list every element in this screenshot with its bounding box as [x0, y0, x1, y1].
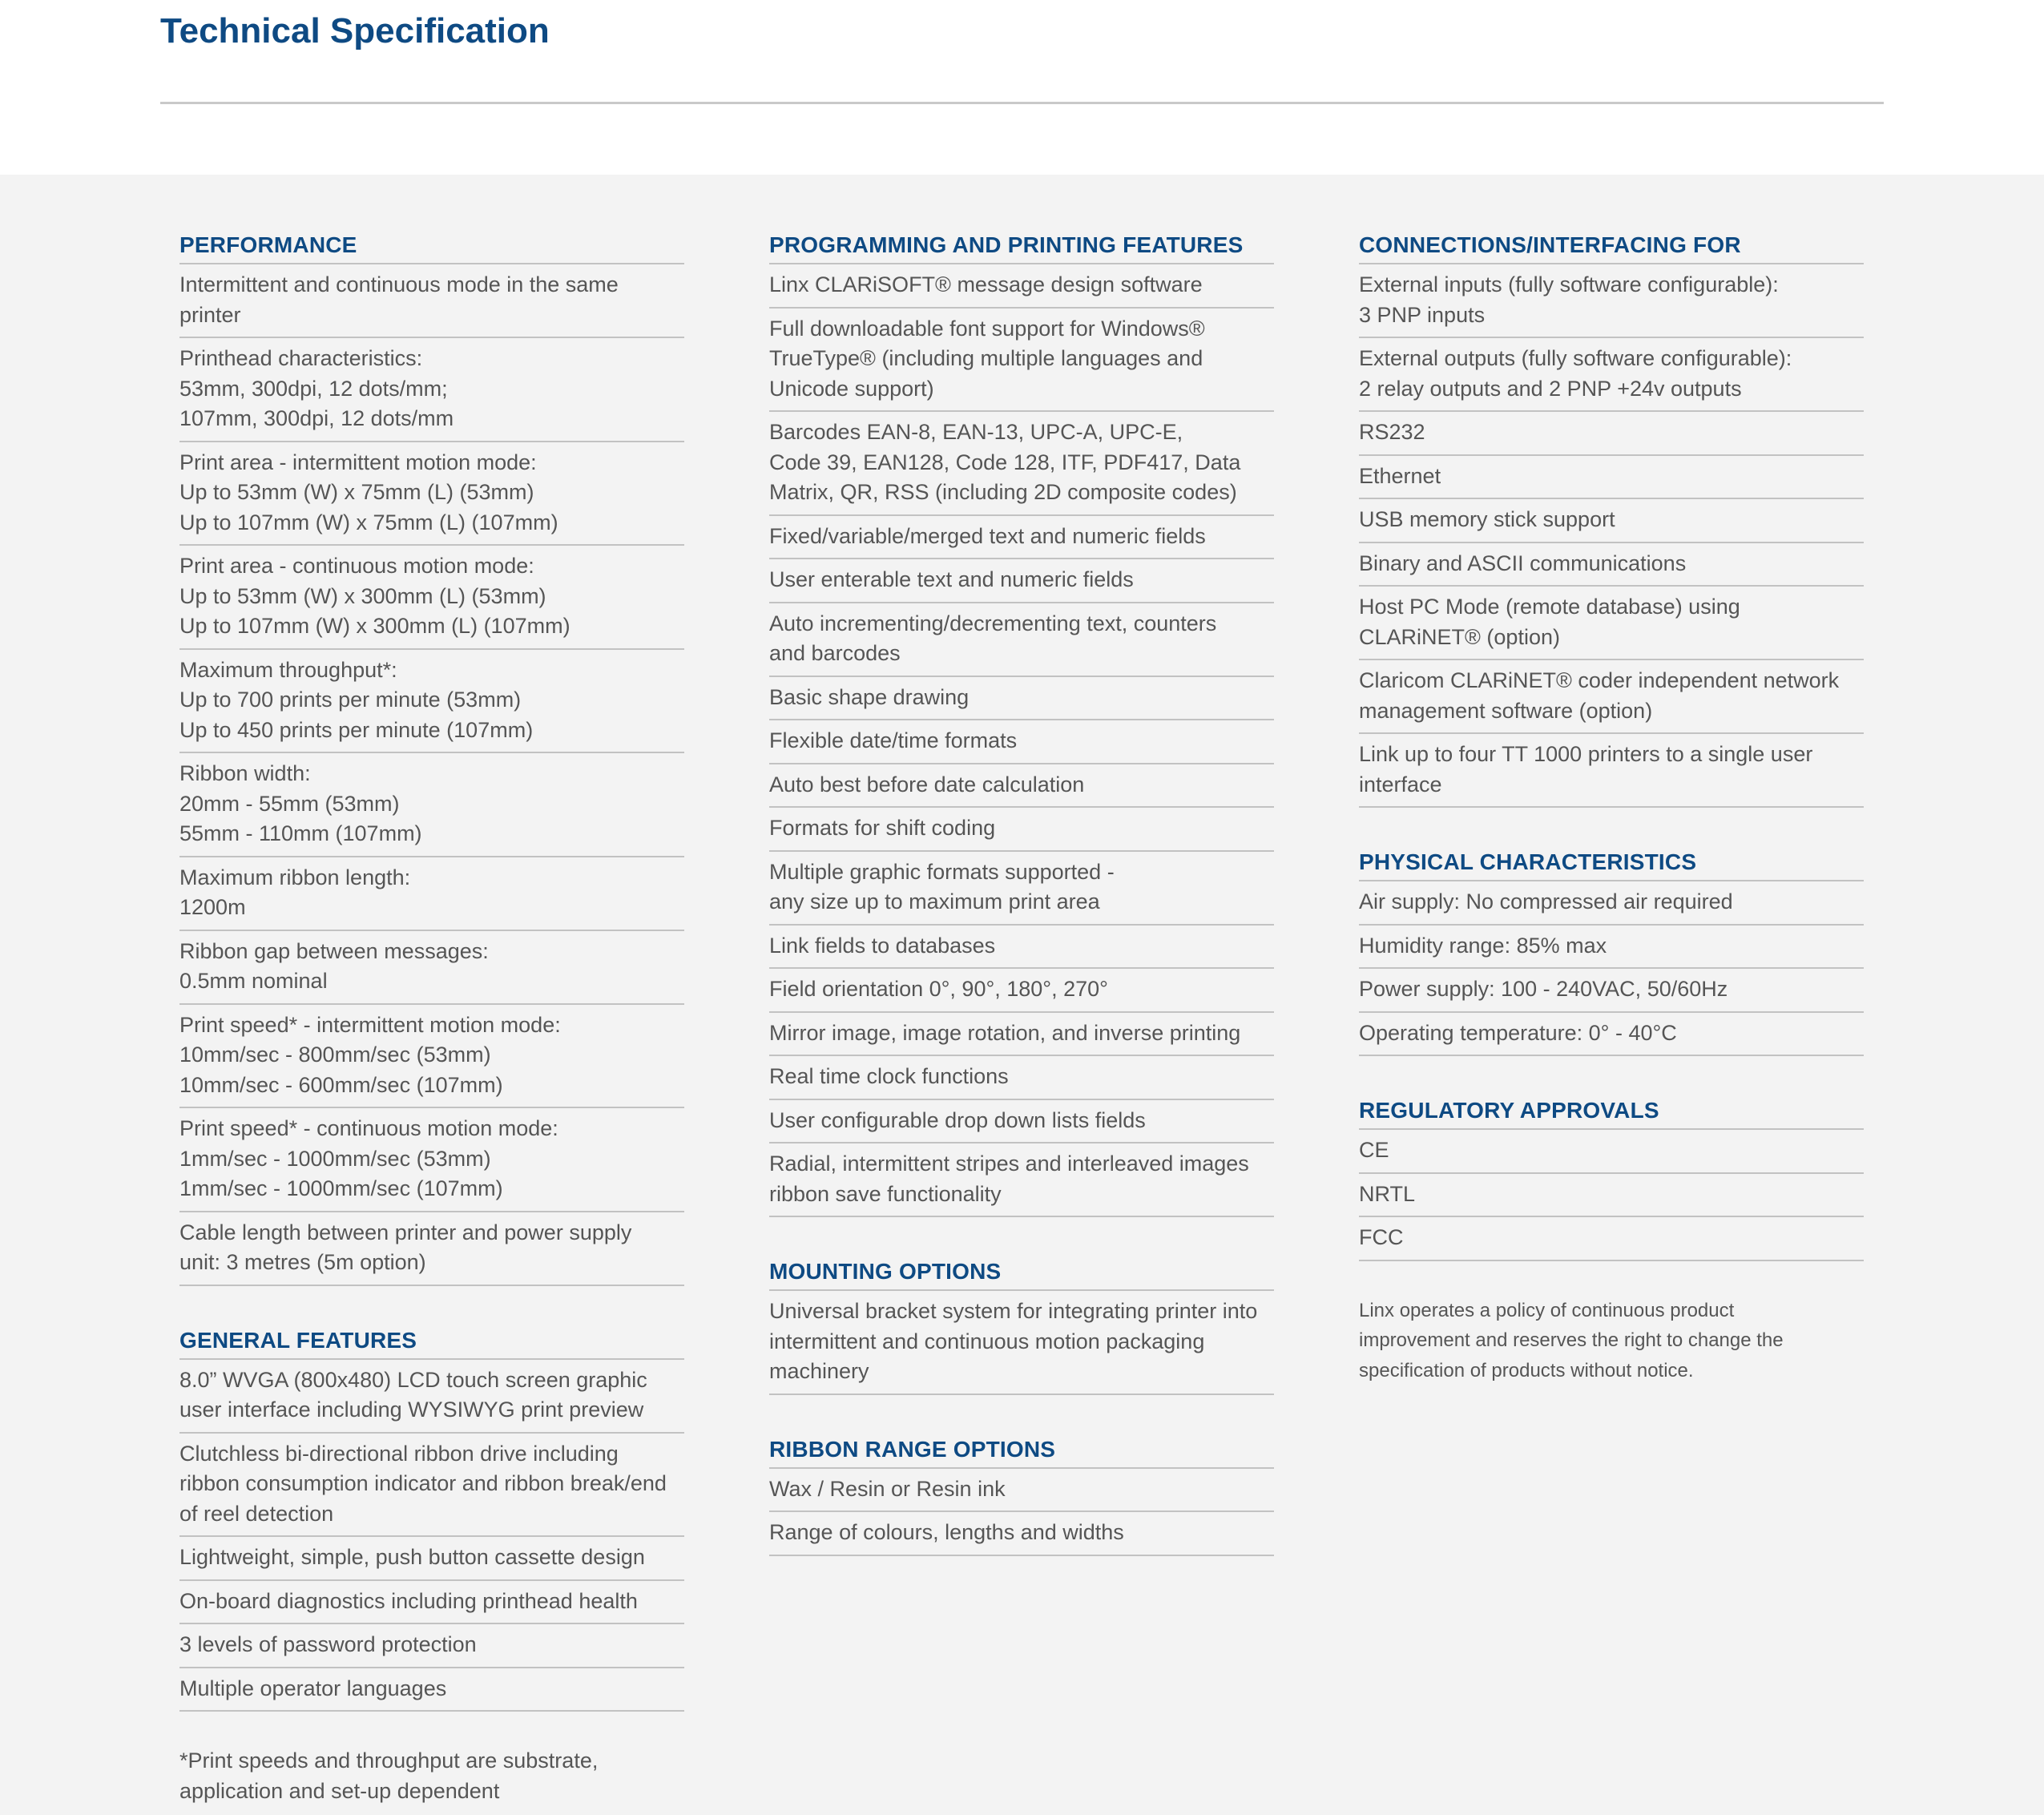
spec-item: Fixed/variable/merged text and numeric fields — [769, 516, 1274, 560]
spec-item: Formats for shift coding — [769, 808, 1274, 852]
spec-item: Flexible date/time formats — [769, 720, 1274, 764]
spec-item: Intermittent and continuous mode in the same printer — [179, 264, 684, 338]
spec-item: Multiple graphic formats supported - any size up to maximum print area — [769, 852, 1274, 926]
spec-item: Print area - continuous motion mode: Up to 53mm (W) x 300mm (L) (53mm) Up to 107mm (W) x 300mm (L) (107mm) — [179, 546, 684, 650]
spec-item: Maximum throughput*: Up to 700 prints per minute (53mm) Up to 450 prints per minute (107mm) — [179, 650, 684, 754]
spec-item: Operating temperature: 0° - 40°C — [1359, 1013, 1864, 1057]
spec-item: Multiple operator languages — [179, 1668, 684, 1712]
spec-item: Air supply: No compressed air required — [1359, 881, 1864, 926]
footnote: *Print speeds and throughput are substrate, application and set-up dependent — [179, 1748, 599, 1803]
spec-item: Range of colours, lengths and widths — [769, 1512, 1274, 1556]
section-performance — [179, 230, 684, 1286]
page-header — [0, 0, 2044, 175]
spec-item: Real time clock functions — [769, 1056, 1274, 1100]
spec-item: Maximum ribbon length: 1200m — [179, 857, 684, 931]
spec-item: Wax / Resin or Resin ink — [769, 1469, 1274, 1513]
spec-item: Clutchless bi-directional ribbon drive including ribbon consumption indicator and ribbon break/end of reel detection — [179, 1434, 684, 1538]
section-title: RIBBON RANGE OPTIONS — [769, 1434, 1274, 1469]
section-title: REGULATORY APPROVALS — [1359, 1095, 1864, 1130]
spec-item: Print speed* - continuous motion mode: 1mm/sec - 1000mm/sec (53mm) 1mm/sec - 1000mm/sec (107mm) — [179, 1108, 684, 1212]
section-ribbon-range-options — [769, 1434, 1274, 1556]
section-title: PROGRAMMING AND PRINTING FEATURES — [769, 230, 1274, 264]
spec-item: Mirror image, image rotation, and inverse printing — [769, 1013, 1274, 1057]
section-connections-interfacing — [1359, 230, 1864, 808]
spec-item: Lightweight, simple, push button cassette design — [179, 1537, 684, 1581]
spec-item: Power supply: 100 - 240VAC, 50/60Hz — [1359, 969, 1864, 1013]
spec-item: Ethernet — [1359, 456, 1864, 500]
section-physical-characteristics — [1359, 847, 1864, 1056]
spec-item: NRTL — [1359, 1174, 1864, 1218]
section-title: PHYSICAL CHARACTERISTICS — [1359, 847, 1864, 881]
spec-item: RS232 — [1359, 412, 1864, 456]
spec-item: 8.0” WVGA (800x480) LCD touch screen graphic user interface including WYSIWYG print preview — [179, 1360, 684, 1434]
section-regulatory-approvals — [1359, 1095, 1864, 1261]
spec-item: Ribbon width: 20mm - 55mm (53mm) 55mm - 110mm (107mm) — [179, 753, 684, 857]
spec-item: User configurable drop down lists fields — [769, 1100, 1274, 1144]
spec-item: Humidity range: 85% max — [1359, 926, 1864, 970]
spec-item: Link fields to databases — [769, 926, 1274, 970]
page-title: Technical Specification — [160, 11, 550, 50]
spec-item: Print speed* - intermittent motion mode: 10mm/sec - 800mm/sec (53mm) 10mm/sec - 600mm/sec (107mm) — [179, 1005, 684, 1109]
spec-item: Basic shape drawing — [769, 677, 1274, 721]
spec-item: USB memory stick support — [1359, 499, 1864, 543]
spec-column-1 — [179, 230, 684, 1806]
spec-item: On-board diagnostics including printhead health — [179, 1581, 684, 1625]
section-programming-printing — [769, 230, 1274, 1217]
spec-item: Radial, intermittent stripes and interleaved images ribbon save functionality — [769, 1143, 1274, 1217]
section-title: CONNECTIONS/INTERFACING FOR — [1359, 230, 1864, 264]
spec-item: Link up to four TT 1000 printers to a single user interface — [1359, 734, 1864, 808]
spec-item: Auto best before date calculation — [769, 764, 1274, 809]
spec-column-2 — [769, 230, 1274, 1595]
spec-item: Printhead characteristics: 53mm, 300dpi, 12 dots/mm; 107mm, 300dpi, 12 dots/mm — [179, 338, 684, 442]
spec-item: Host PC Mode (remote database) using CLARiNET® (option) — [1359, 587, 1864, 660]
section-title: GENERAL FEATURES — [179, 1325, 684, 1360]
spec-column-3 — [1359, 230, 1864, 1385]
section-title: MOUNTING OPTIONS — [769, 1256, 1274, 1291]
spec-item: Linx CLARiSOFT® message design software — [769, 264, 1274, 309]
spec-item: Auto incrementing/decrementing text, counters and barcodes — [769, 603, 1274, 677]
spec-item: Claricom CLARiNET® coder independent network management software (option) — [1359, 660, 1864, 734]
section-title: PERFORMANCE — [179, 230, 684, 264]
spec-item: External inputs (fully software configurable): 3 PNP inputs — [1359, 264, 1864, 338]
spec-item: External outputs (fully software configurable): 2 relay outputs and 2 PNP +24v outputs — [1359, 338, 1864, 412]
section-general-features — [179, 1325, 684, 1712]
spec-item: Cable length between printer and power supply unit: 3 metres (5m option) — [179, 1212, 684, 1286]
spec-item: FCC — [1359, 1217, 1864, 1261]
spec-item: Full downloadable font support for Windows® TrueType® (including multiple languages and Unicode support) — [769, 309, 1274, 413]
spec-item: Universal bracket system for integrating printer into intermittent and continuous motion packaging machinery — [769, 1291, 1274, 1395]
spec-item: User enterable text and numeric fields — [769, 559, 1274, 603]
spec-item: CE — [1359, 1130, 1864, 1174]
disclaimer-text: Linx operates a policy of continuous product improvement and reserves the right to change the specification of products without notice. — [1359, 1299, 1784, 1381]
spec-item: Ribbon gap between messages: 0.5mm nominal — [179, 931, 684, 1005]
spec-item: Field orientation 0°, 90°, 180°, 270° — [769, 969, 1274, 1013]
spec-item: Binary and ASCII communications — [1359, 543, 1864, 587]
spec-item: 3 levels of password protection — [179, 1624, 684, 1668]
section-mounting-options — [769, 1256, 1274, 1395]
spec-panel — [0, 175, 2044, 1815]
header-divider — [160, 102, 1884, 104]
spec-item: Barcodes EAN-8, EAN-13, UPC-A, UPC-E, Code 39, EAN128, Code 128, ITF, PDF417, Data Matrix, QR, RSS (including 2D composite codes) — [769, 412, 1274, 516]
spec-item: Print area - intermittent motion mode: Up to 53mm (W) x 75mm (L) (53mm) Up to 107mm (W) x 75mm (L) (107mm) — [179, 442, 684, 547]
